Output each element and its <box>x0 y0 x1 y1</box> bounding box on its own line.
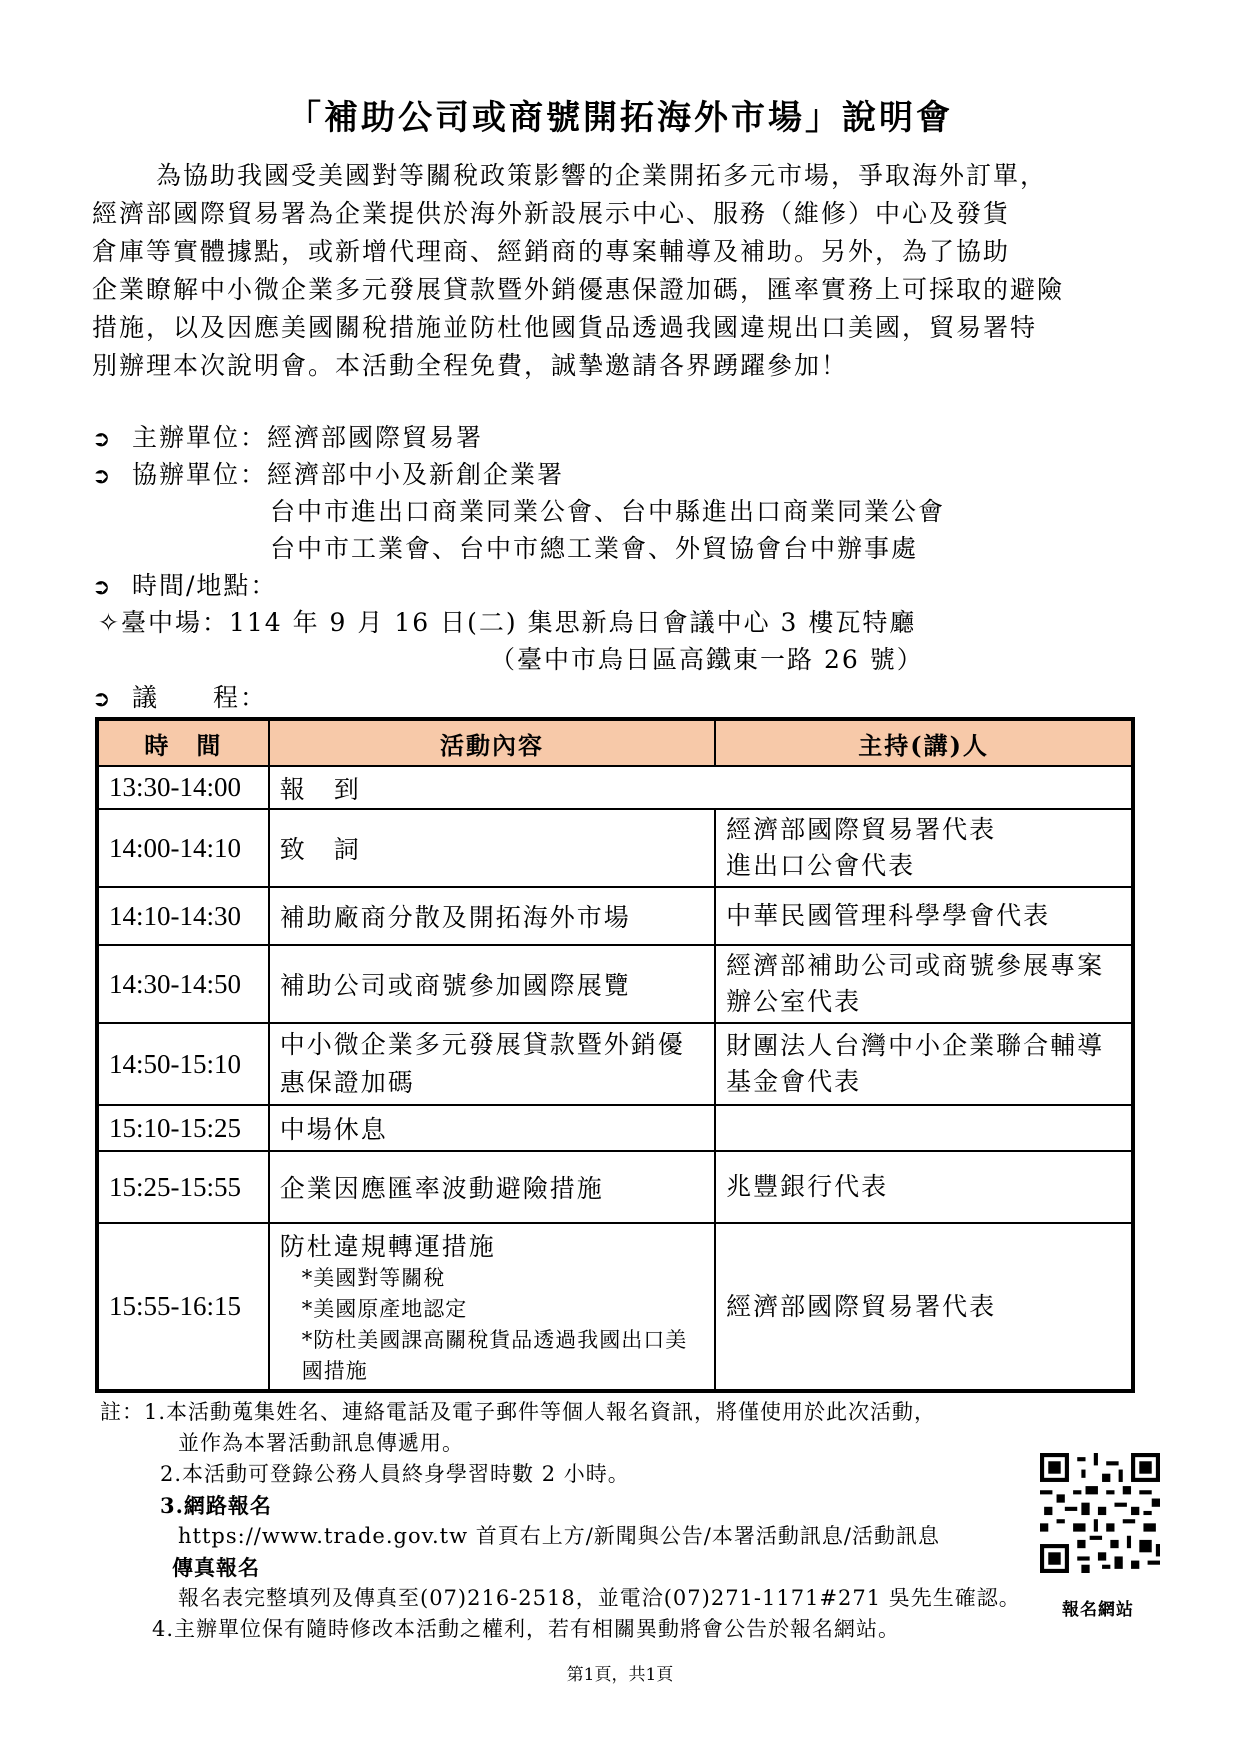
row-time: 14:50-15:10 <box>97 1023 269 1105</box>
fax-instructions: 報名表完整填列及傳真至(07)216-2518，並電洽(07)271-1171#271 吳先生確認。 <box>178 1586 1021 1610</box>
page-number: 第1頁，共1頁 <box>566 1665 674 1685</box>
row-time: 15:25-15:55 <box>97 1151 269 1223</box>
row-time: 14:00-14:10 <box>97 809 269 887</box>
table-row <box>97 1023 1133 1105</box>
qr-label: 報名網站 <box>1062 1600 1134 1620</box>
note-1-cont: 並作為本署活動訊息傳遞用。 <box>178 1431 464 1455</box>
table-row <box>97 809 1133 887</box>
co-organizer-value: 經濟部中小及新創企業署 <box>267 460 565 489</box>
intro-line: 為協助我國受美國對等關稅政策影響的企業開拓多元市場，爭取海外訂單， <box>156 161 1048 190</box>
time-place-label: 時間/地點： <box>132 571 278 600</box>
fax-label: 傳真報名 <box>172 1555 260 1580</box>
row-host: 財團法人台灣中小企業聯合輔導基金會代表 <box>715 1023 1133 1105</box>
right-arrow-circle-icon: ➲ <box>92 427 113 452</box>
row-host: 中華民國管理科學學會代表 <box>715 887 1133 945</box>
row-content: 補助廠商分散及開拓海外市場 <box>269 887 715 945</box>
agenda-table <box>95 717 1135 1393</box>
right-arrow-circle-icon: ➲ <box>92 464 113 489</box>
row-time: 14:30-14:50 <box>97 945 269 1023</box>
intro-line: 倉庫等實體據點，或新增代理商、經銷商的專案輔導及補助。另外，為了協助 <box>92 237 1011 266</box>
intro-paragraph <box>92 157 1172 385</box>
row-subitem: *防杜美國課高關稅貨品透過我國出口美國措施 <box>301 1327 688 1383</box>
row-content: 致 詞 <box>269 809 715 887</box>
note-4: 4.主辦單位保有隨時修改本活動之權利，若有相關異動將會公告於報名網站。 <box>152 1617 901 1641</box>
row-subitem: *美國對等關稅 <box>301 1265 446 1290</box>
table-row <box>97 887 1133 945</box>
row-time: 13:30-14:00 <box>97 766 269 809</box>
row-time: 15:55-16:15 <box>97 1223 269 1391</box>
row-time: 14:10-14:30 <box>97 887 269 945</box>
co-organizer-line-3: 台中市工業會、台中市總工業會、外貿協會台中辦事處 <box>270 534 919 563</box>
table-row <box>97 1105 1133 1151</box>
venue-line: ✧臺中場：114 年 9 月 16 日(二) 集思新烏日會議中心 3 樓瓦特廳 <box>98 608 917 637</box>
row-content: 補助公司或商號參加國際展覽 <box>269 945 715 1023</box>
time-place-line <box>92 566 277 602</box>
venue-address: （臺中市烏日區高鐵東一路 26 號） <box>490 645 924 674</box>
table-row <box>97 1223 1133 1391</box>
row-content <box>269 1223 715 1391</box>
co-organizer-label: 協辦單位： <box>132 460 268 489</box>
row-host: 經濟部國際貿易署代表 <box>715 1223 1133 1391</box>
header-host: 主持(講)人 <box>715 719 1133 766</box>
row-host: 經濟部補助公司或商號參展專案辦公室代表 <box>715 945 1133 1023</box>
co-organizer-line <box>92 455 564 491</box>
row-content: 中場休息 <box>269 1105 715 1151</box>
row-content-title: 防杜違規轉運措施 <box>279 1231 496 1261</box>
row-subitem: *美國原產地認定 <box>301 1296 468 1321</box>
table-row <box>97 766 1133 809</box>
right-arrow-circle-icon: ➲ <box>92 575 113 600</box>
intro-line: 經濟部國際貿易署為企業提供於海外新設展示中心、服務（維修）中心及發貨 <box>92 199 1011 228</box>
row-content: 中小微企業多元發展貸款暨外銷優惠保證加碼 <box>269 1023 715 1105</box>
page-title: 「補助公司或商號開拓海外市場」說明會 <box>287 98 953 138</box>
row-content: 企業因應匯率波動避險措施 <box>269 1151 715 1223</box>
intro-line: 企業瞭解中小微企業多元發展貸款暨外銷優惠保證加碼，匯率實務上可採取的避險 <box>92 275 1065 304</box>
agenda-label: 議 程： <box>132 683 268 712</box>
note-1 <box>100 1397 1021 1428</box>
header-content: 活動內容 <box>269 719 715 766</box>
agenda-heading <box>92 678 267 714</box>
registration-url[interactable]: https://www.trade.gov.tw 首頁右上方/新聞與公告/本署活動訊息/活動訊息 <box>178 1524 940 1548</box>
agenda-header-row <box>97 719 1133 766</box>
row-host <box>715 1105 1133 1151</box>
notes-prefix: 註： <box>100 1400 144 1424</box>
row-host: 兆豐銀行代表 <box>715 1151 1133 1223</box>
row-time: 15:10-15:25 <box>97 1105 269 1151</box>
row-host: 經濟部國際貿易署代表 進出口公會代表 <box>715 809 1133 887</box>
row-content: 報 到 <box>269 766 1133 809</box>
note-2: 2.本活動可登錄公務人員終身學習時數 2 小時。 <box>160 1462 630 1486</box>
header-time: 時 間 <box>97 719 269 766</box>
table-row <box>97 945 1133 1023</box>
intro-line: 別辦理本次說明會。本活動全程免費，誠摯邀請各界踴躍參加！ <box>92 351 849 380</box>
qr-code-icon[interactable] <box>1040 1453 1160 1573</box>
co-organizer-line-2: 台中市進出口商業同業公會、台中縣進出口商業同業公會 <box>270 497 946 526</box>
note-3: 3.網路報名 <box>160 1493 272 1518</box>
notes-section <box>100 1397 1021 1645</box>
organizer-label: 主辦單位： <box>132 423 268 452</box>
organizer-value: 經濟部國際貿易署 <box>267 423 484 452</box>
table-row <box>97 1151 1133 1223</box>
intro-line: 措施，以及因應美國關稅措施並防杜他國貨品透過我國違規出口美國，貿易署特 <box>92 313 1038 342</box>
note-1-text: 1.本活動蒐集姓名、連絡電話及電子郵件等個人報名資訊，將僅使用於此次活動， <box>144 1400 937 1424</box>
organizer-line <box>92 418 483 454</box>
right-arrow-circle-icon: ➲ <box>92 687 113 712</box>
